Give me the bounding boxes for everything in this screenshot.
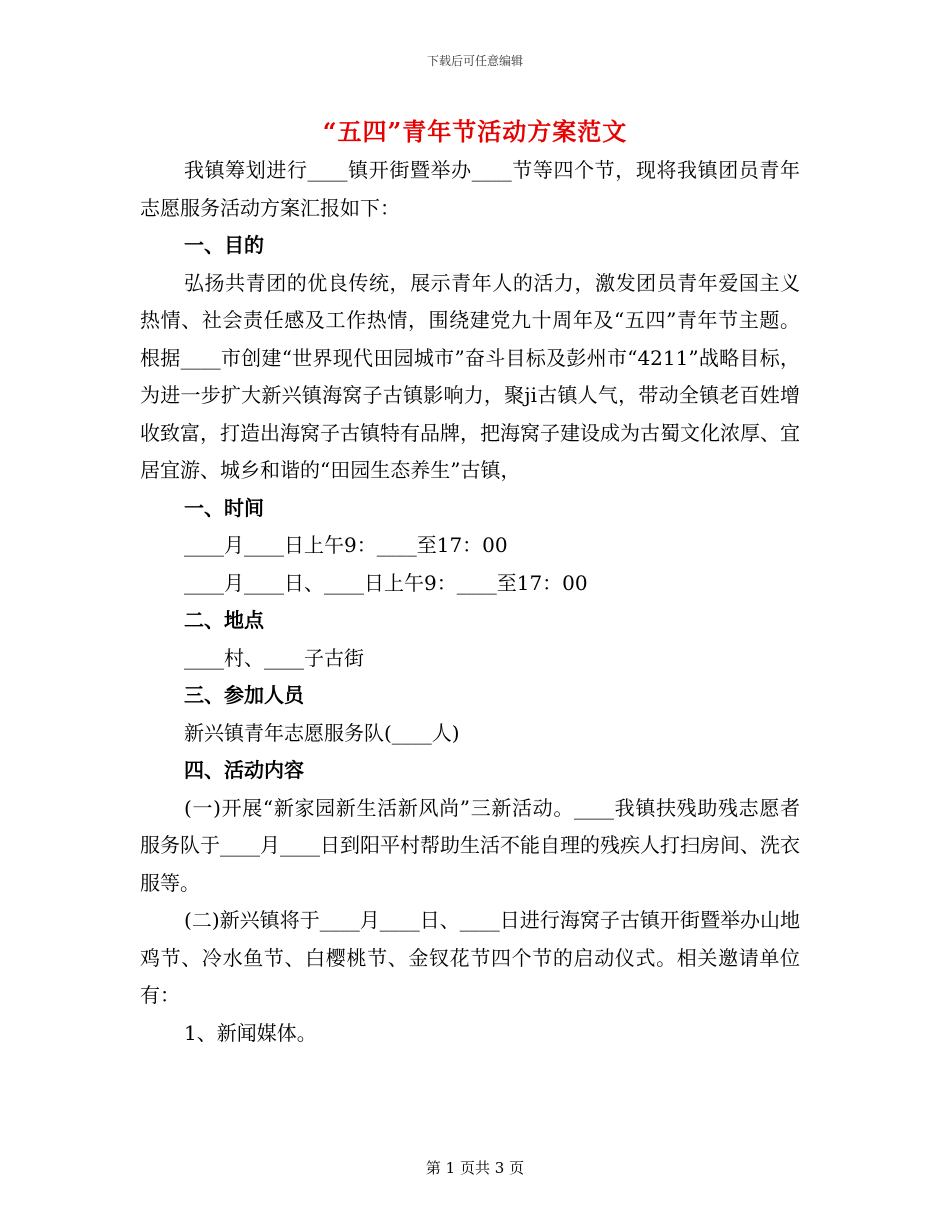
time-line-2: ____月____日、____日上午9：____至17：00	[184, 570, 588, 595]
page-footer: 第 1 页共 3 页	[425, 1159, 525, 1177]
invited-item-1: 1、新闻媒体。	[184, 1020, 317, 1045]
intro-paragraph: 我镇筹划进行____镇开街暨举办____节等四个节，现将我镇团员青年志愿服务活动方案汇报如下：	[140, 158, 800, 220]
section-heading-purpose: 一、目的	[184, 233, 264, 257]
section-heading-time: 一、时间	[184, 495, 264, 520]
content-item-1: (一)开展“新家园新生活新风尚”三新活动。____我镇扶残助残志愿者服务队于____月____日到阳平村帮助生活不能自理的残疾人打扫房间、洗衣服等。	[140, 795, 800, 895]
location-line: ____村、____子古街	[184, 645, 364, 670]
section-heading-location: 二、地点	[184, 608, 264, 632]
section-heading-participants: 三、参加人员	[184, 683, 304, 707]
section-heading-content: 四、活动内容	[184, 758, 304, 782]
participants-line: 新兴镇青年志愿服务队(____人)	[184, 720, 460, 745]
content-item-2: (二)新兴镇将于____月____日、____日进行海窝子古镇开街暨举办山地鸡节、冷水鱼节、白樱桃节、金钗花节四个节的启动仪式。相关邀请单位有：	[140, 908, 800, 1007]
document-title: “五四”青年节活动方案范文	[322, 117, 628, 146]
page-header: 下载后可任意编辑	[426, 54, 523, 68]
purpose-paragraph: 弘扬共青团的优良传统，展示青年人的活力，激发团员青年爱国主义热情、社会责任感及工作热情，围绕建党九十周年及“五四”青年节主题。根据____市创建“世界现代田园城市”奋斗目标及彭州市“4211”战略目标，为进一步扩大新兴镇海窝子古镇影响力，聚ji古镇人气，带动全镇老百姓增收致富，打造出海窝子古镇特有品牌，把海窝子建设成为古蜀文化浓厚、宜居宜游、城乡和谐的“田园生态养生”古镇，	[140, 270, 800, 482]
document-body	[140, 152, 800, 1052]
time-line-1: ____月____日上午9：____至17：00	[184, 533, 508, 557]
